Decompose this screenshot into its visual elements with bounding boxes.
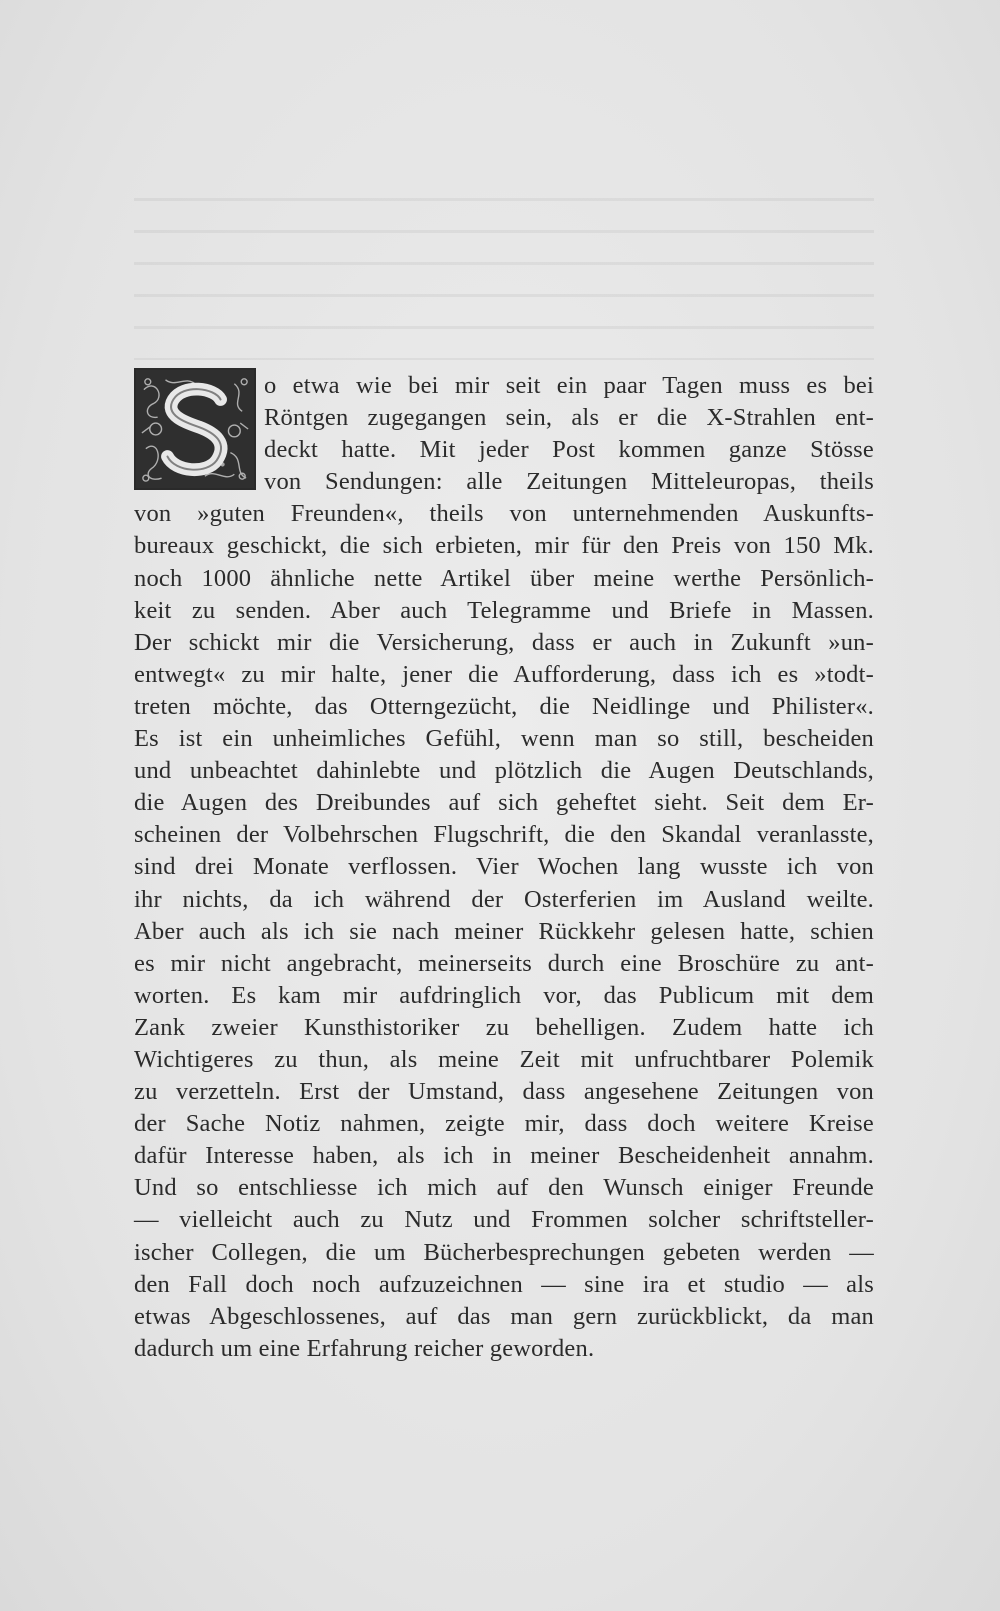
text-line: Röntgen zugegangen sein, als er die X-Strahlen ent- — [264, 404, 874, 432]
text-line: keit zu senden. Aber auch Telegramme und Briefe in Massen. — [134, 596, 874, 624]
text-line: der Sache Notiz nahmen, zeigte mir, dass doch weitere Kreise — [134, 1110, 874, 1138]
text-line: bureaux geschickt, die sich erbieten, mir für den Preis von 150 Mk. — [134, 532, 874, 560]
text-line: sind drei Monate verflossen. Vier Wochen lang wusste ich von — [134, 853, 874, 881]
text-line: worten. Es kam mir aufdringlich vor, das Publicum mit dem — [134, 981, 874, 1009]
text-line: ihr nichts, da ich während der Osterferien im Ausland weilte. — [134, 885, 874, 913]
text-line: — vielleicht auch zu Nutz und Frommen solcher schriftsteller- — [134, 1206, 874, 1234]
text-line: scheinen der Volbehrschen Flugschrift, die den Skandal veranlasste, — [134, 821, 874, 849]
text-line: Wichtigeres zu thun, als meine Zeit mit unfruchtbarer Polemik — [134, 1045, 874, 1073]
text-line: von Sendungen: alle Zeitungen Mitteleuropas, theils — [264, 468, 874, 496]
text-line-last: dadurch um eine Erfahrung reicher geworden. — [134, 1334, 595, 1362]
text-line: entwegt« zu mir halte, jener die Aufforderung, dass ich es »todt- — [134, 660, 874, 688]
text-line: o etwa wie bei mir seit ein paar Tagen muss es bei — [264, 372, 874, 399]
text-line: treten möchte, das Otterngezücht, die Neidlinge und Philister«. — [134, 692, 874, 720]
text-line: es mir nicht angebracht, meinerseits durch eine Broschüre zu ant- — [134, 949, 874, 977]
text-line: Es ist ein unheimliches Gefühl, wenn man so still, bescheiden — [134, 725, 874, 753]
text-line: zu verzetteln. Erst der Umstand, dass angesehene Zeitungen von — [134, 1078, 874, 1106]
text-line: etwas Abgeschlossenes, auf das man gern zurückblickt, da man — [134, 1302, 874, 1330]
text-line: Und so entschliesse ich mich auf den Wunsch einiger Freunde — [134, 1174, 874, 1202]
text-line: und unbeachtet dahinlebte und plötzlich die Augen Deutschlands, — [134, 757, 874, 785]
text-line: Aber auch als ich sie nach meiner Rückkehr gelesen hatte, schien — [134, 917, 874, 945]
text-line: Zank zweier Kunsthistoriker zu behelligen. Zudem hatte ich — [134, 1013, 874, 1041]
text-line: den Fall doch noch aufzuzeichnen — sine ira et studio — als — [134, 1270, 874, 1298]
text-line: dafür Interesse haben, als ich in meiner Bescheidenheit annahm. — [134, 1142, 874, 1170]
text-line: von »guten Freunden«, theils von unternehmenden Auskunfts- — [134, 500, 874, 528]
text-line: ischer Collegen, die um Bücherbesprechungen gebeten werden — — [134, 1238, 874, 1266]
body-paragraph — [134, 370, 874, 1365]
text-line: deckt hatte. Mit jeder Post kommen ganze Stösse — [264, 436, 874, 464]
text-line: noch 1000 ähnliche nette Artikel über meine werthe Persönlich- — [134, 564, 874, 592]
show-through-from-reverse — [134, 180, 874, 360]
text-line: Der schickt mir die Versicherung, dass er auch in Zukunft »un- — [134, 628, 874, 656]
text-line: die Augen des Dreibundes auf sich geheftet sieht. Seit dem Er- — [134, 789, 874, 817]
